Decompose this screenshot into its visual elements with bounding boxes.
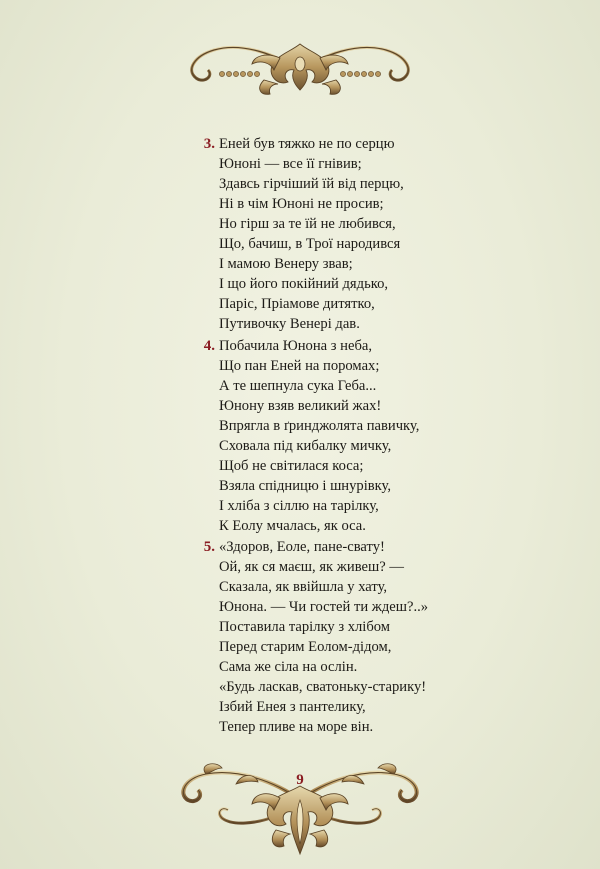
- verse-line: Путивочку Венері дав.: [219, 316, 360, 332]
- stanza-lines: [219, 336, 419, 536]
- verse-line: Впрягла в ґринджолята павичку,: [219, 418, 420, 434]
- verse-line: Юнона. — Чи гостей ти ждеш?..»: [219, 599, 429, 615]
- verse-line: Юноні — все її гнівив;: [219, 156, 362, 172]
- verse-line: І хліба з сіллю на тарілку,: [219, 498, 379, 514]
- verse-line: К Еолу мчалась, як оса.: [219, 518, 366, 534]
- verse-line: Щоб не світилася коса;: [219, 458, 364, 474]
- verse-line: Сказала, як ввійшла у хату,: [219, 579, 388, 595]
- verse-line: Еней був тяжко не по серцю: [219, 136, 395, 152]
- verse-line: Здавсь гірчіший їй від перцю,: [219, 176, 404, 192]
- verse-line: Ой, як ся маєш, як живеш? —: [219, 559, 404, 575]
- verse-line: Сама же сіла на ослін.: [219, 659, 358, 675]
- verse-line: Що, бачиш, в Трої народився: [219, 236, 401, 252]
- verse-line: Ні в чім Юноні не просив;: [219, 196, 384, 212]
- verse-line: Поставила тарілку з хлібом: [219, 619, 391, 635]
- verse-line: Юнону взяв великий жах!: [219, 398, 382, 414]
- stanza-number: 3.: [203, 136, 215, 152]
- stanza-lines: [219, 537, 428, 737]
- verse-line: І мамою Венеру звав;: [219, 256, 353, 272]
- stanza-number: 5.: [203, 539, 215, 555]
- verse-line: А те шепнула сука Геба...: [219, 378, 377, 394]
- page-number: 9: [296, 772, 304, 788]
- verse-line: І що його покійний дядько,: [219, 276, 389, 292]
- verse-line: Тепер пливе на море він.: [219, 719, 374, 735]
- verse-line: Паріс, Пріамове дитятко,: [219, 296, 375, 312]
- top-ornament-icon: [182, 34, 418, 104]
- verse-line: «Будь ласкав, сватоньку-старику!: [219, 679, 427, 695]
- verse-line: Взяла спідницю і шнурівку,: [219, 478, 392, 494]
- verse-line: «Здоров, Еоле, пане-свату!: [219, 539, 385, 555]
- verse-line: Сховала під кибалку мичку,: [219, 438, 392, 454]
- verse-line: Що пан Еней на поромах;: [219, 358, 380, 374]
- stanza-lines: [219, 134, 404, 334]
- verse-line: Побачила Юнона з неба,: [219, 338, 373, 354]
- verse-line: Ізбий Енея з пантелику,: [219, 699, 366, 715]
- verse-line: Но гірш за те їй не любився,: [219, 216, 396, 232]
- stanza-number: 4.: [203, 338, 215, 354]
- verse-line: Перед старим Еолом-дідом,: [219, 639, 392, 655]
